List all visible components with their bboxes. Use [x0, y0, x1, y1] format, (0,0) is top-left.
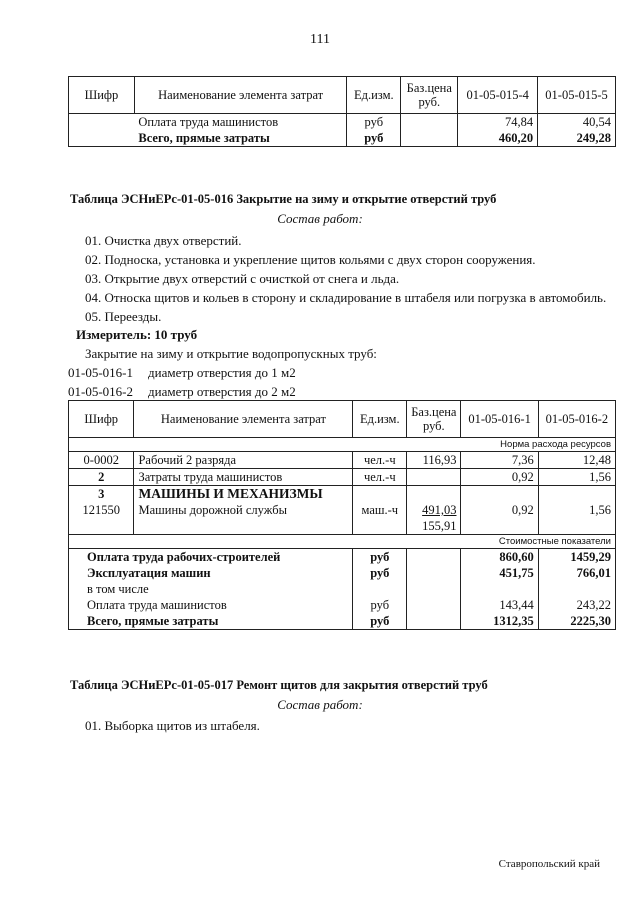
row-unit: руб [353, 597, 407, 613]
section-title: Таблица ЭСНиЕРс-01-05-017 Ремонт щитов для закрытия отверстий труб [70, 678, 488, 692]
row-name: МАШИНЫ И МЕХАНИЗМЫ [134, 486, 353, 503]
row-value-1: 74,84 [458, 114, 538, 131]
page-number: 111 [310, 32, 330, 47]
row-unit: руб [347, 114, 401, 131]
row-value-1: 0,92 [461, 502, 538, 535]
col-name-header: Наименование элемента затрат [134, 77, 346, 114]
work-item: 01. Выборка щитов из штабеля. [85, 718, 260, 733]
work-item: 03. Открытие двух отверстий с очисткой от снега и льда. [85, 271, 400, 286]
row-unit: маш.-ч [353, 502, 407, 535]
col-variant-2-header: 01-05-016-2 [538, 401, 615, 438]
row-name: Эксплуатация машин [69, 565, 353, 581]
col-variant-1-header: 01-05-015-4 [458, 77, 538, 114]
row-value-2: 1,56 [538, 502, 615, 535]
col-price-header: Баз.цена руб. [401, 77, 458, 114]
row-name: в том числе [69, 581, 353, 597]
row-unit: чел.-ч [353, 469, 407, 486]
table-row [69, 502, 616, 535]
work-description: Закрытие на зиму и открытие водопропускных труб: [85, 346, 377, 361]
work-item: 01. Очистка двух отверстий. [85, 233, 242, 248]
row-unit: чел.-ч [353, 452, 407, 469]
work-item: 05. Переезды. [85, 309, 162, 324]
cost-row [69, 565, 616, 581]
row-code: 3 [69, 486, 134, 503]
cost-section-row [69, 535, 616, 549]
row-value-1: 860,60 [461, 549, 538, 566]
variant-text: диаметр отверстия до 1 м2 [148, 365, 296, 380]
table-header [69, 401, 616, 438]
footer-region: Ставропольский край [498, 858, 600, 870]
table-row-group-header [69, 486, 616, 503]
row-price: 116,93 [407, 452, 461, 469]
table-01-05-016 [68, 400, 616, 630]
row-name: Всего, прямые затраты [134, 130, 346, 147]
row-unit: руб [353, 549, 407, 566]
row-name: Всего, прямые затраты [69, 613, 353, 630]
row-value-2: 2225,30 [538, 613, 615, 630]
col-name-header: Наименование элемента затрат [134, 401, 353, 438]
row-name: Оплата труда машинистов [69, 597, 353, 613]
row-name: Машины дорожной службы [134, 502, 353, 535]
variant-text: диаметр отверстия до 2 м2 [148, 384, 296, 399]
row-code: 121550 [69, 502, 134, 535]
section-subtitle: Состав работ: [277, 211, 363, 226]
row-value-2: 249,28 [538, 130, 616, 147]
row-value-1: 451,75 [461, 565, 538, 581]
row-code: 0-0002 [69, 452, 134, 469]
table-01-05-015 [68, 76, 616, 147]
col-price-header: Баз.цена руб. [407, 401, 461, 438]
row-value-2: 766,01 [538, 565, 615, 581]
row-value-1: 0,92 [461, 469, 538, 486]
row-value-1: 7,36 [461, 452, 538, 469]
table-row [69, 114, 616, 131]
row-value-2: 243,22 [538, 597, 615, 613]
section-title: Таблица ЭСНиЕРс-01-05-016 Закрытие на зиму и открытие отверстий труб [70, 192, 497, 206]
cost-row [69, 549, 616, 566]
variant-code: 01-05-016-2 [68, 384, 133, 399]
row-name: Затраты труда машинистов [134, 469, 353, 486]
variant-code: 01-05-016-1 [68, 365, 133, 380]
table-header [69, 77, 616, 114]
row-value-1: 460,20 [458, 130, 538, 147]
table-row-total [69, 130, 616, 147]
row-name: Рабочий 2 разряда [134, 452, 353, 469]
col-variant-2-header: 01-05-015-5 [538, 77, 616, 114]
row-unit: руб [347, 130, 401, 147]
row-value-2: 1,56 [538, 469, 615, 486]
row-name: Оплата труда машинистов [134, 114, 346, 131]
row-code: 2 [69, 469, 134, 486]
row-price-secondary: 155,91 [422, 519, 457, 533]
section-subtitle: Состав работ: [277, 697, 363, 712]
row-value-1: 1312,35 [461, 613, 538, 630]
row-value-2: 40,54 [538, 114, 616, 131]
cost-row [69, 597, 616, 613]
row-name: Оплата труда рабочих-строителей [69, 549, 353, 566]
norm-label: Норма расхода ресурсов [69, 438, 616, 452]
work-item: 02. Подноска, установка и укрепление щитов кольями с двух сторон сооружения. [85, 252, 536, 267]
norm-section-row [69, 438, 616, 452]
work-item: 04. Относка щитов и кольев в сторону и складирование в штабеля или погрузка в автомобиль. [85, 290, 607, 305]
row-value-1: 143,44 [461, 597, 538, 613]
table-row-total [69, 613, 616, 630]
row-value-2: 12,48 [538, 452, 615, 469]
row-price: 491,03 [422, 503, 457, 517]
cost-row [69, 581, 616, 597]
table-row [69, 469, 616, 486]
table-row [69, 452, 616, 469]
col-unit-header: Ед.изм. [353, 401, 407, 438]
row-unit: руб [353, 613, 407, 630]
col-variant-1-header: 01-05-016-1 [461, 401, 538, 438]
cost-label: Стоимостные показатели [69, 535, 616, 549]
col-unit-header: Ед.изм. [347, 77, 401, 114]
col-code-header: Шифр [69, 77, 135, 114]
row-value-2: 1459,29 [538, 549, 615, 566]
col-code-header: Шифр [69, 401, 134, 438]
row-unit: руб [353, 565, 407, 581]
meter-label: Измеритель: 10 труб [76, 327, 198, 342]
